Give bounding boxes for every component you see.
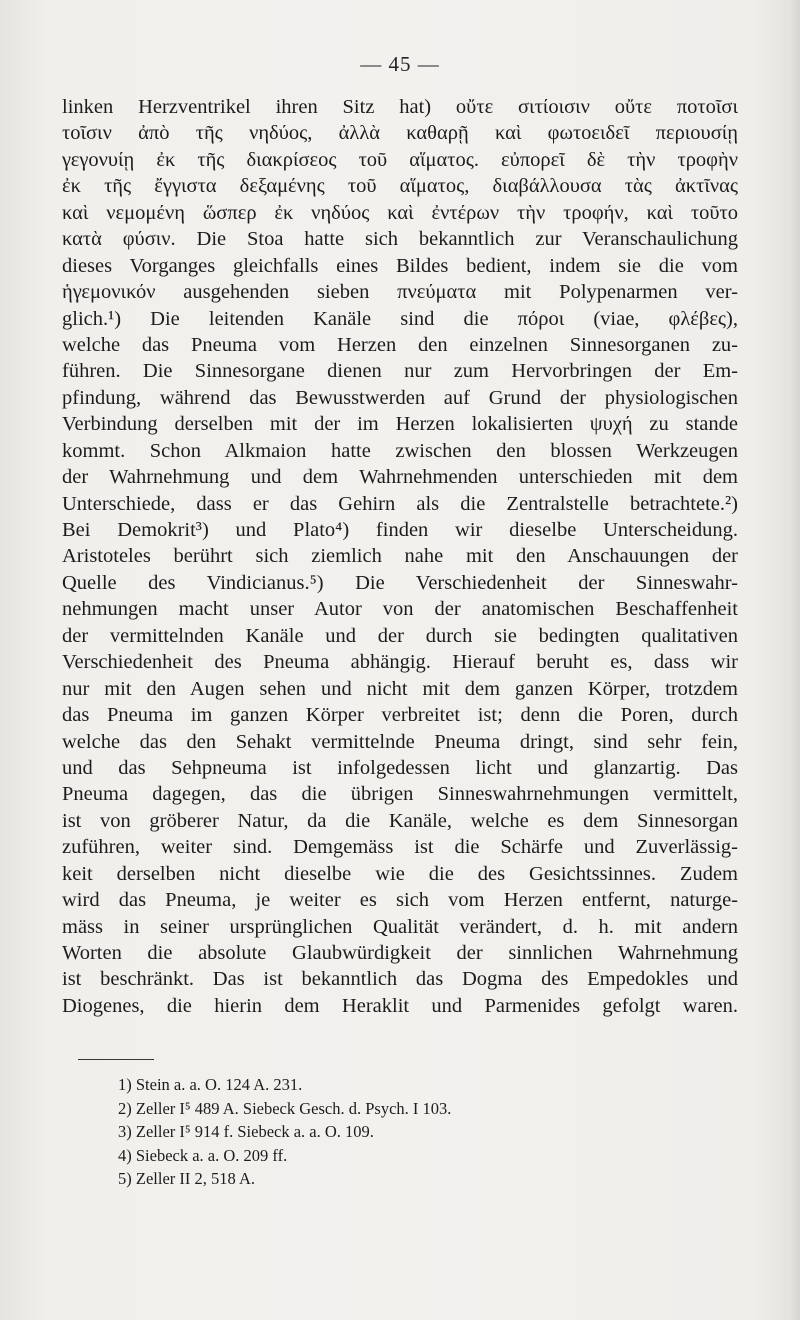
text-line: glich.¹) Die leitenden Kanäle sind die πόροι (viae, φλέβες), [62, 307, 738, 330]
text-line: ist beschränkt. Das ist bekanntlich das Dogma des Empedokles und [62, 968, 738, 991]
text-line: zuführen, weiter sind. Demgemäss ist die Schärfe und Zuverlässig- [62, 836, 738, 859]
footnotes [118, 1073, 638, 1191]
footnote-divider [78, 1059, 154, 1060]
text-line: Unterschiede, dass er das Gehirn als die Zentralstelle betrachtete.²) [62, 492, 738, 515]
text-line: Verschiedenheit des Pneuma abhängig. Hierauf beruht es, dass wir [62, 651, 738, 674]
footnote: 1) Stein a. a. O. 124 A. 231. [118, 1075, 303, 1094]
text-line: kommt. Schon Alkmaion hatte zwischen den blossen Werkzeugen [62, 439, 738, 462]
footnote: 2) Zeller I⁵ 489 A. Siebeck Gesch. d. Psych. I 103. [118, 1098, 452, 1118]
footnote: 3) Zeller I⁵ 914 f. Siebeck a. a. O. 109. [118, 1122, 374, 1142]
text-line: nur mit den Augen sehen und nicht mit dem ganzen Körper, trotzdem [62, 677, 738, 700]
text-line: Worten die absolute Glaubwürdigkeit der sinnlichen Wahrnehmung [62, 942, 738, 964]
text-line: keit derselben nicht dieselbe wie die des Gesichtssinnes. Zudem [62, 862, 738, 885]
text-line: κατὰ φύσιν. Die Stoa hatte sich bekanntlich zur Veranschaulichung [62, 228, 738, 251]
text-line: das Pneuma im ganzen Körper verbreitet ist; denn die Poren, durch [62, 704, 738, 727]
text-line: Quelle des Vindicianus.⁵) Die Verschiedenheit der Sinneswahr- [62, 571, 738, 594]
text-line: nehmungen macht unser Autor von der anatomischen Beschaffenheit [62, 598, 738, 621]
footnote: 5) Zeller II 2, 518 A. [118, 1169, 256, 1189]
text-line: Pneuma dagegen, das die übrigen Sinneswahrnehmungen vermittelt, [62, 783, 738, 806]
text-line: wird das Pneuma, je weiter es sich vom Herzen entfernt, naturge- [62, 889, 738, 912]
text-line: ist von gröberer Natur, da die Kanäle, welche es dem Sinnesorgan [62, 809, 738, 832]
text-line: pfindung, während das Bewusstwerden auf Grund der physiologischen [62, 386, 738, 409]
text-line: ἐκ τῆς ἔγγιστα δεξαμένης τοῦ αἵματος, διαβάλλουσα τὰς ἀκτῖνας [62, 175, 738, 198]
text-line: dieses Vorganges gleichfalls eines Bildes bedient, indem sie die vom [62, 254, 738, 277]
text-line: καὶ νεμομένη ὥσπερ ἐκ νηδύος καὶ ἐντέρων τὴν τροφήν, καὶ τοῦτο [62, 201, 738, 224]
text-line: ἡγεμονικόν ausgehenden sieben πνεύματα mit Polypenarmen ver- [62, 281, 738, 304]
text-line: γεγονυίῃ ἐκ τῆς διακρίσεος τοῦ αἵματος. εὐπορεῖ δὲ τὴν τροφὴν [62, 148, 738, 171]
text-line: Aristoteles berührt sich ziemlich nahe mit den Anschauungen der [62, 545, 738, 568]
text-line: Verbindung derselben mit der im Herzen lokalisierten ψυχή zu stande [62, 413, 738, 436]
text-line: mäss in seiner ursprünglichen Qualität verändert, d. h. mit andern [62, 915, 738, 938]
text-line: Diogenes, die hierin dem Heraklit und Parmenides gefolgt waren. [62, 994, 738, 1017]
text-line: und das Sehpneuma ist infolgedessen licht und glanzartig. Das [62, 756, 738, 779]
page-edge-shadow [790, 0, 800, 1320]
text-line: Bei Demokrit³) und Plato⁴) finden wir dieselbe Unterscheidung. [62, 519, 738, 541]
text-line: der vermittelnden Kanäle und der durch sie bedingten qualitativen [62, 624, 738, 647]
text-line: linken Herzventrikel ihren Sitz hat) οὔτε σιτίοισιν οὔτε ποτοῖσι [62, 96, 738, 118]
text-line: welche das den Sehakt vermittelnde Pneuma dringt, sind sehr fein, [62, 730, 738, 753]
text-line: τοῖσιν ἀπὸ τῆς νηδύος, ἀλλὰ καθαρῇ καὶ φωτοειδεῖ περιουσίῃ [62, 122, 738, 145]
page-number: — 45 — [360, 52, 440, 76]
footnote: 4) Siebeck a. a. O. 209 ff. [118, 1145, 288, 1165]
text-line: führen. Die Sinnesorgane dienen nur zum Hervorbringen der Em- [62, 360, 738, 383]
text-line: der Wahrnehmung und dem Wahrnehmenden unterschieden mit dem [62, 466, 738, 489]
body-text [62, 94, 738, 1019]
text-line: welche das Pneuma vom Herzen den einzelnen Sinnesorganen zu- [62, 333, 738, 356]
